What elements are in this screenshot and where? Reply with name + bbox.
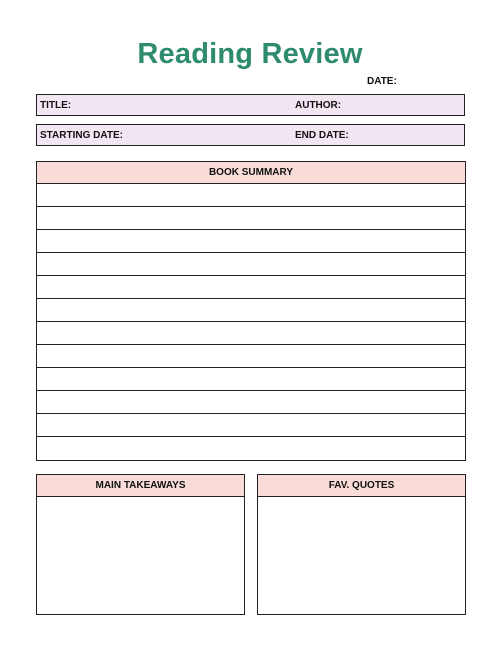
- summary-line[interactable]: [37, 345, 465, 368]
- page-title: Reading Review: [137, 38, 363, 70]
- summary-line[interactable]: [37, 276, 465, 299]
- author-label: AUTHOR:: [295, 100, 342, 111]
- summary-line[interactable]: [37, 230, 465, 253]
- summary-line[interactable]: [37, 322, 465, 345]
- main-takeaways-box: [36, 474, 245, 615]
- starting-date-label: STARTING DATE:: [40, 130, 123, 141]
- summary-line[interactable]: [37, 253, 465, 276]
- summary-line[interactable]: [37, 368, 465, 391]
- summary-line[interactable]: [37, 207, 465, 230]
- date-label: DATE:: [367, 76, 397, 87]
- book-summary-heading: BOOK SUMMARY: [37, 162, 465, 184]
- title-label: TITLE:: [40, 100, 72, 111]
- summary-line[interactable]: [37, 414, 465, 437]
- book-summary-box: [36, 161, 466, 461]
- end-date-label: END DATE:: [295, 130, 349, 141]
- dates-row: [36, 124, 465, 146]
- main-takeaways-heading: MAIN TAKEAWAYS: [37, 475, 244, 497]
- book-summary-lines: [37, 184, 465, 460]
- fav-quotes-heading: FAV. QUOTES: [258, 475, 465, 497]
- fav-quotes-box: [257, 474, 466, 615]
- summary-line[interactable]: [37, 299, 465, 322]
- summary-line[interactable]: [37, 437, 465, 460]
- summary-line[interactable]: [37, 391, 465, 414]
- summary-line[interactable]: [37, 184, 465, 207]
- title-author-row: [36, 94, 465, 116]
